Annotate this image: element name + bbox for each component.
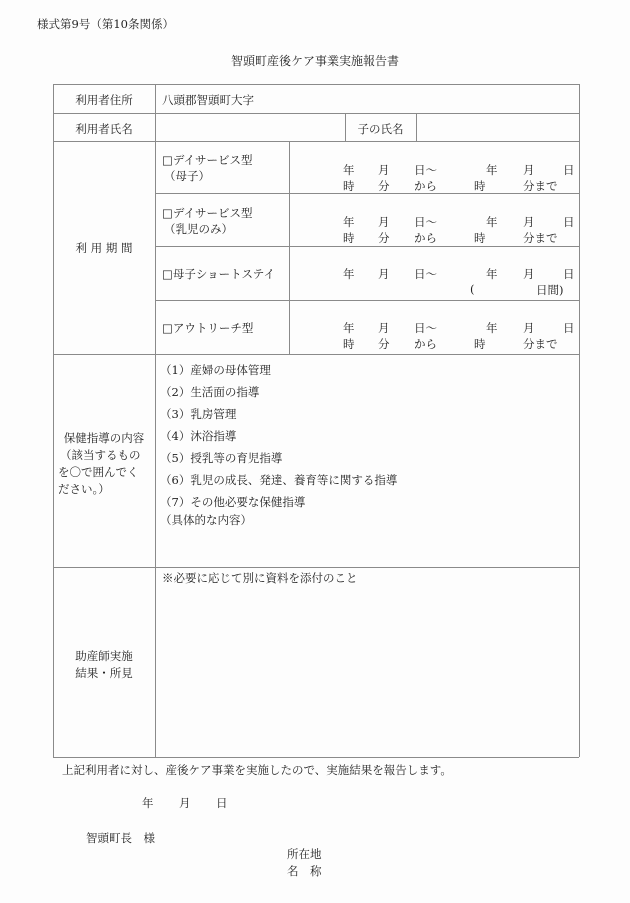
end-day: 日 [563,267,575,281]
start-day: 日〜 [414,215,437,229]
address-field[interactable]: 八頭郡智頭町大字 [162,93,254,107]
user-name-field[interactable] [160,116,342,138]
type-checkbox-dayservice-mother-child[interactable]: □デイサービス型 [162,153,253,167]
midwife-findings-field[interactable] [160,590,575,752]
end-month: 月 [523,267,535,281]
start-hour: 時 [343,231,355,245]
from-label: から [414,231,437,245]
start-hour: 時 [343,337,355,351]
start-minute: 分 [378,337,390,351]
type-sublabel: （乳児のみ） [164,222,233,236]
start-day: 日〜 [414,267,437,281]
guidance-item-4[interactable]: （4）沐浴指導 [160,429,237,443]
start-day: 日〜 [414,163,437,177]
start-month: 月 [378,163,390,177]
period-label: 利 用 期 間 [75,241,133,255]
start-year: 年 [343,163,355,177]
report-statement: 上記利用者に対し、産後ケア事業を実施したので、実施結果を報告します。 [62,763,452,777]
guidance-detail-label: （具体的な内容） [160,513,252,527]
days-open-paren: ( [470,282,475,296]
start-day: 日〜 [414,321,437,335]
child-name-field[interactable] [420,116,575,138]
start-month: 月 [378,215,390,229]
guidance-item-3[interactable]: （3）乳房管理 [160,407,237,421]
end-year: 年 [486,267,498,281]
end-minute: 分まで [523,231,558,245]
end-day: 日 [563,321,575,335]
organization-name-label: 名 称 [287,864,322,878]
end-month: 月 [523,215,535,229]
location-label: 所在地 [287,847,322,861]
guidance-item-6[interactable]: （6）乳児の成長、発達、養育等に関する指導 [160,473,398,487]
guidance-detail-field[interactable] [160,530,575,564]
start-minute: 分 [378,179,390,193]
end-year: 年 [486,215,498,229]
start-year: 年 [343,215,355,229]
midwife-note: ※必要に応じて別に資料を添付のこと [162,571,358,585]
start-year: 年 [343,267,355,281]
end-day: 日 [563,163,575,177]
end-month: 月 [523,321,535,335]
guidance-item-1[interactable]: （1）産婦の母体管理 [160,363,271,377]
start-minute: 分 [378,231,390,245]
end-day: 日 [563,215,575,229]
end-hour: 時 [474,337,486,351]
end-hour: 時 [474,179,486,193]
days-count-label: 日間) [536,283,564,297]
start-hour: 時 [343,179,355,193]
type-sublabel: （母子） [164,169,210,183]
address-label: 利用者住所 [75,93,133,107]
end-month: 月 [523,163,535,177]
user-name-label: 利用者氏名 [75,122,133,136]
from-label: から [414,337,437,351]
form-number: 様式第9号（第10条関係） [37,17,174,31]
guidance-item-5[interactable]: （5）授乳等の育児指導 [160,451,283,465]
end-year: 年 [486,163,498,177]
child-name-label: 子の氏名 [357,122,404,136]
type-checkbox-outreach[interactable]: □アウトリーチ型 [162,321,254,335]
start-month: 月 [378,267,390,281]
guidance-item-2[interactable]: （2）生活面の指導 [160,385,260,399]
end-hour: 時 [474,231,486,245]
end-year: 年 [486,321,498,335]
type-checkbox-short-stay[interactable]: □母子ショートステイ [162,267,275,281]
page-title: 智頭町産後ケア事業実施報告書 [230,54,399,68]
start-year: 年 [343,321,355,335]
end-minute: 分まで [523,179,558,193]
end-minute: 分まで [523,337,558,351]
type-checkbox-dayservice-infant[interactable]: □デイサービス型 [162,206,253,220]
addressee: 智頭町長 様 [86,831,155,845]
guidance-item-7[interactable]: （7）その他必要な保健指導 [160,495,306,509]
start-month: 月 [378,321,390,335]
from-label: から [414,179,437,193]
